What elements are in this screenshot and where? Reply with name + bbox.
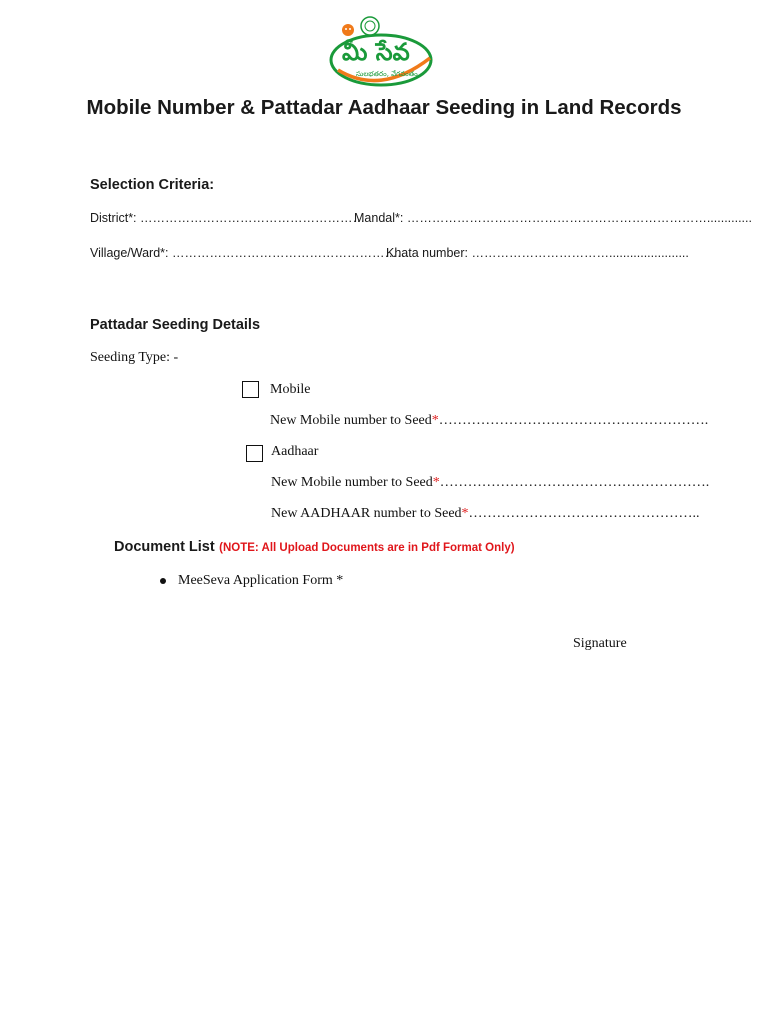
aadhaar-new-aadhaar-dots: ………………………………………….. bbox=[468, 506, 700, 521]
document-list-item bbox=[160, 573, 343, 589]
selection-criteria-heading: Selection Criteria: bbox=[90, 177, 215, 193]
aadhaar-new-mobile-label: New Mobile number to Seed bbox=[271, 475, 433, 490]
required-asterisk: * bbox=[431, 413, 439, 428]
mobile-new-number-field[interactable] bbox=[270, 413, 708, 429]
seeding-type-label: Seeding Type: - bbox=[90, 350, 179, 365]
pattadar-heading: Pattadar Seeding Details bbox=[90, 317, 261, 333]
khata-field[interactable] bbox=[386, 246, 689, 260]
mandal-field[interactable] bbox=[354, 211, 752, 225]
bullet-icon bbox=[160, 578, 166, 584]
meeseva-logo bbox=[326, 14, 436, 92]
document-item-label: MeeSeva Application Form * bbox=[178, 573, 344, 588]
required-asterisk: * bbox=[432, 475, 440, 490]
aadhaar-option-label: Aadhaar bbox=[271, 444, 319, 459]
village-dots: ………………………………………………… bbox=[172, 246, 410, 260]
page-title: Mobile Number & Pattadar Aadhaar Seeding in Land Records bbox=[86, 96, 682, 119]
aadhaar-new-mobile-field[interactable] bbox=[271, 475, 709, 491]
document-note: (NOTE: All Upload Documents are in Pdf Format Only) bbox=[219, 542, 515, 554]
mandal-dots: ………………………………………………………………............. bbox=[406, 211, 752, 225]
aadhaar-new-aadhaar-label: New AADHAAR number to Seed bbox=[271, 506, 462, 521]
village-field[interactable] bbox=[90, 246, 410, 260]
mobile-checkbox[interactable] bbox=[242, 381, 259, 398]
logo-text: మీ సేవ bbox=[342, 38, 410, 66]
village-label: Village/Ward*: bbox=[90, 246, 169, 260]
aadhaar-new-aadhaar-field[interactable] bbox=[271, 506, 700, 522]
logo-tagline: సులభతరం, వేగవంతం bbox=[356, 70, 418, 78]
aadhaar-checkbox[interactable] bbox=[246, 445, 263, 462]
mobile-new-number-label: New Mobile number to Seed bbox=[270, 413, 432, 428]
khata-dots: ……………………………....................... bbox=[471, 246, 689, 260]
signature-label: Signature bbox=[573, 636, 627, 651]
mobile-option-label: Mobile bbox=[270, 382, 311, 397]
aadhaar-new-mobile-dots: …………………………………………………. bbox=[439, 475, 710, 490]
required-asterisk: * bbox=[461, 506, 469, 521]
district-dots: ……………………………………………… bbox=[140, 211, 366, 225]
document-list-heading: Document List bbox=[114, 539, 215, 555]
document-list-header bbox=[114, 538, 515, 556]
district-label: District*: bbox=[90, 211, 137, 225]
mandal-label: Mandal*: bbox=[354, 211, 404, 225]
mobile-new-number-dots: …………………………………………………. bbox=[438, 413, 709, 428]
khata-label: Khata number: bbox=[386, 246, 468, 260]
district-field[interactable] bbox=[90, 211, 365, 225]
